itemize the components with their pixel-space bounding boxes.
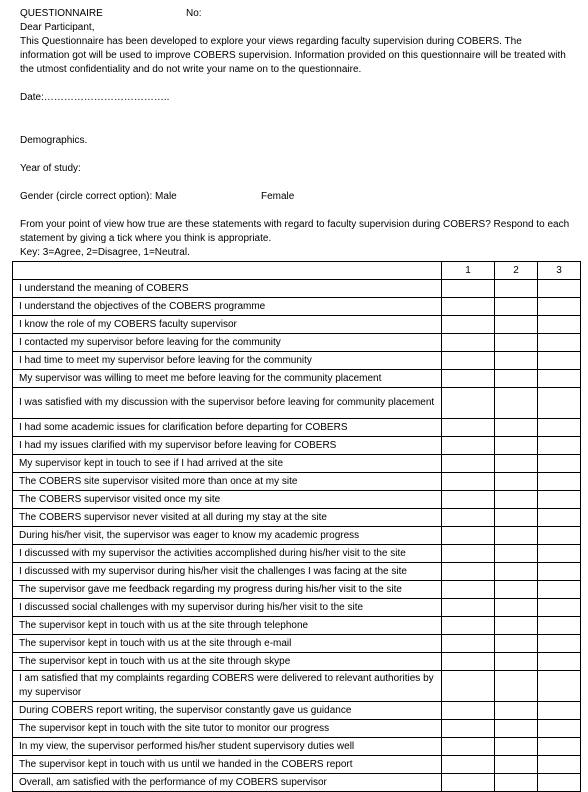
table-header-row xyxy=(13,262,581,280)
rating-cell-3[interactable] xyxy=(538,419,581,437)
rating-cell-2[interactable] xyxy=(495,316,538,334)
rating-cell-3[interactable] xyxy=(538,635,581,653)
rating-cell-1[interactable] xyxy=(442,720,495,738)
rating-cell-3[interactable] xyxy=(538,473,581,491)
table-row xyxy=(13,738,581,756)
rating-cell-2[interactable] xyxy=(495,581,538,599)
rating-cell-2[interactable] xyxy=(495,653,538,671)
rating-cell-3[interactable] xyxy=(538,491,581,509)
rating-cell-3[interactable] xyxy=(538,581,581,599)
rating-cell-3[interactable] xyxy=(538,509,581,527)
rating-cell-3[interactable] xyxy=(538,653,581,671)
gender-label: Gender (circle correct option): Male xyxy=(20,191,177,202)
rating-cell-3[interactable] xyxy=(538,545,581,563)
table-row xyxy=(13,527,581,545)
table-row xyxy=(13,370,581,388)
rating-cell-3[interactable] xyxy=(538,527,581,545)
rating-cell-2[interactable] xyxy=(495,563,538,581)
rating-cell-1[interactable] xyxy=(442,298,495,316)
rating-cell-1[interactable] xyxy=(442,756,495,774)
rating-cell-3[interactable] xyxy=(538,437,581,455)
statement-cell: I had some academic issues for clarification before departing for COBERS xyxy=(13,419,442,437)
statement-cell: The COBERS supervisor never visited at all during my stay at the site xyxy=(13,509,442,527)
table-row xyxy=(13,298,581,316)
statement-cell: I discussed with my supervisor the activities accomplished during his/her visit to the site xyxy=(13,545,442,563)
rating-cell-2[interactable] xyxy=(495,774,538,792)
table-row xyxy=(13,671,581,702)
rating-cell-3[interactable] xyxy=(538,599,581,617)
statement-cell: The COBERS supervisor visited once my site xyxy=(13,491,442,509)
statement-cell: The COBERS site supervisor visited more than once at my site xyxy=(13,473,442,491)
rating-cell-2[interactable] xyxy=(495,720,538,738)
rating-cell-3[interactable] xyxy=(538,702,581,720)
rating-cell-3[interactable] xyxy=(538,617,581,635)
rating-cell-3[interactable] xyxy=(538,738,581,756)
column-header-3: 3 xyxy=(538,262,581,280)
statement-cell: I had time to meet my supervisor before leaving for the community xyxy=(13,352,442,370)
table-row xyxy=(13,334,581,352)
rating-cell-1[interactable] xyxy=(442,370,495,388)
rating-cell-1[interactable] xyxy=(442,388,495,419)
rating-cell-1[interactable] xyxy=(442,280,495,298)
rating-cell-3[interactable] xyxy=(538,334,581,352)
rating-cell-2[interactable] xyxy=(495,388,538,419)
rating-cell-1[interactable] xyxy=(442,653,495,671)
statement-cell: The supervisor kept in touch with us at the site through telephone xyxy=(13,617,442,635)
statement-cell: I understand the objectives of the COBERS programme xyxy=(13,298,442,316)
rating-cell-2[interactable] xyxy=(495,473,538,491)
table-row xyxy=(13,756,581,774)
table-row xyxy=(13,617,581,635)
statement-cell: The supervisor kept in touch with us at the site through skype xyxy=(13,653,442,671)
rating-cell-1[interactable] xyxy=(442,316,495,334)
table-row xyxy=(13,702,581,720)
rating-cell-1[interactable] xyxy=(442,738,495,756)
rating-cell-3[interactable] xyxy=(538,370,581,388)
instructions-text: From your point of view how true are these statements with regard to faculty supervision during COBERS? Respond to each statement by giving a tick where you think is appropriate. xyxy=(20,219,570,244)
rating-cell-2[interactable] xyxy=(495,702,538,720)
rating-cell-2[interactable] xyxy=(495,509,538,527)
table-row xyxy=(13,509,581,527)
statement-cell: Overall, am satisfied with the performance of my COBERS supervisor xyxy=(13,774,442,792)
rating-cell-2[interactable] xyxy=(495,298,538,316)
rating-cell-1[interactable] xyxy=(442,671,495,702)
rating-cell-3[interactable] xyxy=(538,774,581,792)
table-row xyxy=(13,563,581,581)
date-field: Date:……………………………….. xyxy=(20,92,170,103)
rating-cell-1[interactable] xyxy=(442,599,495,617)
survey-table xyxy=(12,261,581,792)
rating-cell-1[interactable] xyxy=(442,635,495,653)
rating-cell-1[interactable] xyxy=(442,545,495,563)
table-row xyxy=(13,437,581,455)
rating-cell-2[interactable] xyxy=(495,455,538,473)
table-row xyxy=(13,388,581,419)
rating-cell-2[interactable] xyxy=(495,334,538,352)
rating-cell-3[interactable] xyxy=(538,298,581,316)
statement-cell: During his/her visit, the supervisor was eager to know my academic progress xyxy=(13,527,442,545)
rating-cell-2[interactable] xyxy=(495,635,538,653)
rating-cell-3[interactable] xyxy=(538,455,581,473)
column-header-2: 2 xyxy=(495,262,538,280)
statement-cell: During COBERS report writing, the supervisor constantly gave us guidance xyxy=(13,702,442,720)
rating-cell-3[interactable] xyxy=(538,352,581,370)
questionnaire-title: QUESTIONNAIRE xyxy=(20,8,103,19)
rating-cell-1[interactable] xyxy=(442,617,495,635)
rating-cell-2[interactable] xyxy=(495,370,538,388)
statement-cell: I am satisfied that my complaints regarding COBERS were delivered to relevant authorities by my supervisor xyxy=(13,671,442,702)
statement-cell: The supervisor gave me feedback regarding my progress during his/her visit to the site xyxy=(13,581,442,599)
rating-cell-2[interactable] xyxy=(495,671,538,702)
column-header-1: 1 xyxy=(442,262,495,280)
rating-cell-1[interactable] xyxy=(442,581,495,599)
rating-cell-1[interactable] xyxy=(442,437,495,455)
rating-cell-2[interactable] xyxy=(495,756,538,774)
rating-cell-3[interactable] xyxy=(538,280,581,298)
rating-cell-2[interactable] xyxy=(495,738,538,756)
rating-cell-1[interactable] xyxy=(442,509,495,527)
statement-cell: My supervisor was willing to meet me before leaving for the community placement xyxy=(13,370,442,388)
statement-cell: I was satisfied with my discussion with the supervisor before leaving for community placement xyxy=(13,388,442,419)
rating-cell-1[interactable] xyxy=(442,455,495,473)
year-of-study-field: Year of study: xyxy=(20,163,81,174)
table-row xyxy=(13,774,581,792)
rating-cell-1[interactable] xyxy=(442,774,495,792)
rating-cell-1[interactable] xyxy=(442,527,495,545)
rating-cell-3[interactable] xyxy=(538,720,581,738)
greeting: Dear Participant, xyxy=(20,22,95,33)
rating-cell-1[interactable] xyxy=(442,419,495,437)
rating-cell-2[interactable] xyxy=(495,419,538,437)
statement-cell: I understand the meaning of COBERS xyxy=(13,280,442,298)
rating-key: Key: 3=Agree, 2=Disagree, 1=Neutral. xyxy=(20,247,190,258)
table-row xyxy=(13,455,581,473)
rating-cell-1[interactable] xyxy=(442,352,495,370)
rating-cell-3[interactable] xyxy=(538,563,581,581)
rating-cell-2[interactable] xyxy=(495,599,538,617)
table-row xyxy=(13,473,581,491)
statement-cell: The supervisor kept in touch with us until we handed in the COBERS report xyxy=(13,756,442,774)
rating-cell-3[interactable] xyxy=(538,671,581,702)
statement-cell: I had my issues clarified with my supervisor before leaving for COBERS xyxy=(13,437,442,455)
rating-cell-2[interactable] xyxy=(495,527,538,545)
table-row xyxy=(13,581,581,599)
statement-cell: I discussed with my supervisor during his/her visit the challenges I was facing at the site xyxy=(13,563,442,581)
statement-cell: My supervisor kept in touch to see if I had arrived at the site xyxy=(13,455,442,473)
table-row xyxy=(13,491,581,509)
table-row xyxy=(13,419,581,437)
table-row xyxy=(13,316,581,334)
rating-cell-1[interactable] xyxy=(442,563,495,581)
statement-cell: The supervisor kept in touch with the site tutor to monitor our progress xyxy=(13,720,442,738)
statement-column-header xyxy=(13,262,442,280)
rating-cell-2[interactable] xyxy=(495,437,538,455)
statement-cell: In my view, the supervisor performed his/her student supervisory duties well xyxy=(13,738,442,756)
rating-cell-2[interactable] xyxy=(495,280,538,298)
table-row xyxy=(13,653,581,671)
table-row xyxy=(13,545,581,563)
rating-cell-2[interactable] xyxy=(495,352,538,370)
table-row xyxy=(13,720,581,738)
rating-cell-3[interactable] xyxy=(538,316,581,334)
statement-cell: I know the role of my COBERS faculty supervisor xyxy=(13,316,442,334)
intro-paragraph: This Questionnaire has been developed to explore your views regarding faculty supervision during COBERS. The information got will be used to improve COBERS supervision. Information provided on this questionnaire will be treated with the utmost confidentiality and do not write your name on to the questionnaire. xyxy=(20,36,566,75)
number-label: No: xyxy=(186,8,202,19)
statement-cell: I discussed social challenges with my supervisor during his/her visit to the site xyxy=(13,599,442,617)
gender-female-option: Female xyxy=(261,191,295,202)
statement-cell: The supervisor kept in touch with us at the site through e-mail xyxy=(13,635,442,653)
rating-cell-2[interactable] xyxy=(495,617,538,635)
rating-cell-1[interactable] xyxy=(442,702,495,720)
table-row xyxy=(13,352,581,370)
table-row xyxy=(13,635,581,653)
rating-cell-3[interactable] xyxy=(538,388,581,419)
demographics-heading: Demographics. xyxy=(20,135,88,146)
rating-cell-1[interactable] xyxy=(442,491,495,509)
statement-cell: I contacted my supervisor before leaving for the community xyxy=(13,334,442,352)
table-row xyxy=(13,599,581,617)
rating-cell-1[interactable] xyxy=(442,334,495,352)
rating-cell-1[interactable] xyxy=(442,473,495,491)
table-row xyxy=(13,280,581,298)
rating-cell-3[interactable] xyxy=(538,756,581,774)
rating-cell-2[interactable] xyxy=(495,491,538,509)
rating-cell-2[interactable] xyxy=(495,545,538,563)
